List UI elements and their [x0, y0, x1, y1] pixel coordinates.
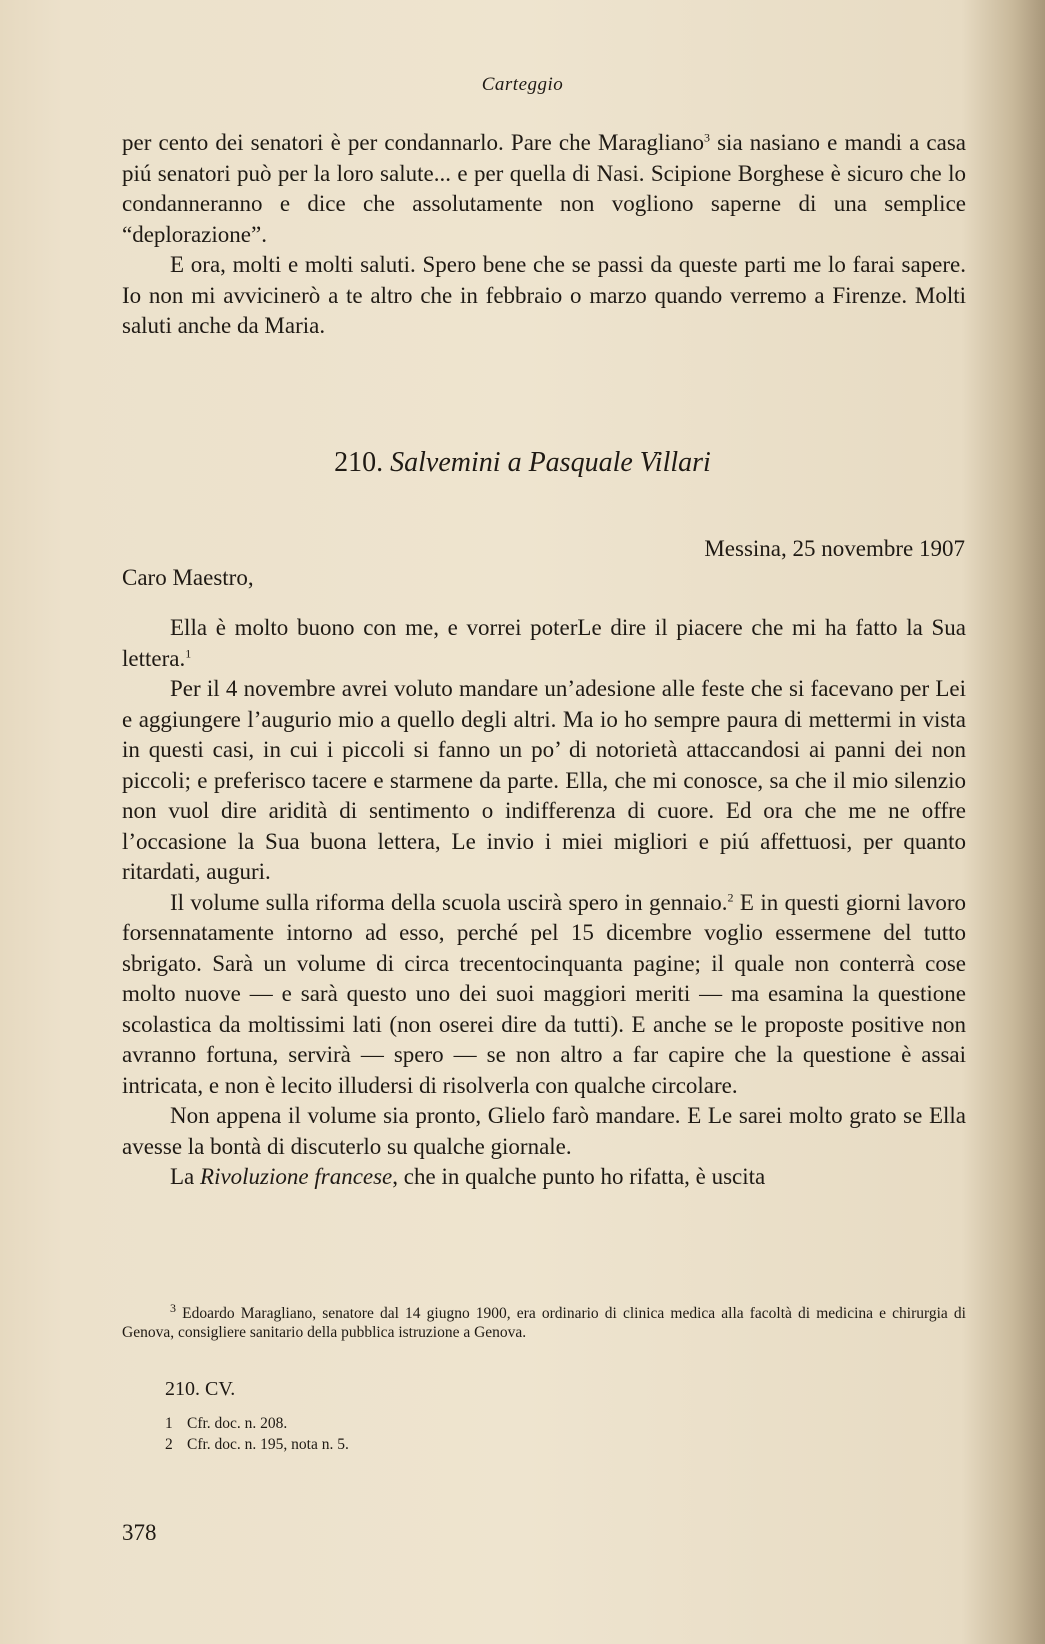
- footnote-marker: 2: [727, 889, 734, 904]
- footnote-marker: 3: [703, 130, 710, 145]
- place-date: Messina, 25 novembre 1907: [704, 536, 965, 561]
- paragraph: La Rivoluzione francese, che in qualche punto ho rifatta, è uscita: [170, 1164, 766, 1189]
- letter-body: [122, 613, 966, 1193]
- footnote-2: 2 Cfr. doc. n. 195, nota n. 5.: [165, 1436, 349, 1453]
- footnote-1: 1 Cfr. doc. n. 208.: [165, 1415, 288, 1432]
- footnote-3: $^3$ Edoardo Maragliano, senatore dal 14 giugno 1900, era ordinario di clinica medica alla facoltà di medicina e chirurgia di Genova, consigliere sanitario della pubblica istruzione a Genova.: [122, 1300, 966, 1341]
- paragraph: Il volume sulla riforma della scuola uscirà spero in gennaio.$^2$ E in questi giorni lavoro forsennatamente intorno ad esso, perché pel 15 dicembre voglio essermene del tutto sbrigato. Sarà un volume di circa trecentocinquanta pagine; il quale non conterrà cose molto nuove — e sarà questo uno dei suoi maggiori meriti — ma esamina la questione scolastica da moltissimi lati (non oserei dire da tutti). E anche se le proposte positive non avranno fortuna, servirà — spero — se non altro a far capire che la questione è assai intricata, e non è lecito illudersi di risolverla con qualche circolare.: [122, 889, 966, 1098]
- letter-number: 210.: [334, 447, 384, 478]
- paragraph: Ella è molto buono con me, e vorrei poterLe dire il piacere che mi ha fatto la Sua lettera.$^1$: [122, 615, 966, 671]
- document-reference: 210. CV.: [165, 1378, 236, 1400]
- page-number: 378: [122, 1520, 157, 1545]
- paragraph: E ora, molti e molti saluti. Spero bene che se passi da queste parti me lo farai sapere. Io non mi avvicinerò a te altro che in febbraio o marzo quando verremo a Firenze. Molti saluti anche da Maria.: [122, 252, 966, 338]
- paragraph: Non appena il volume sia pronto, Glielo farò mandare. E Le sarei molto grato se Ella avesse la bontà di discuterlo su qualche giornale.: [122, 1103, 966, 1159]
- footnote-mark: 3: [170, 1300, 176, 1315]
- footnote-marker: 1: [185, 645, 192, 660]
- letter-heading: [0, 447, 1045, 479]
- paragraph: Per il 4 novembre avrei voluto mandare un’adesione alle feste che si facevano per Lei e aggiungere l’augurio mio a quello degli altri. Ma io ho sempre paura di mettermi in vista in questi casi, in cui i piccoli si fanno un po’ di notorietà attaccandosi ai panni dei non piccoli; e preferisco tacere e starmene da parte. Ella, che mi conosce, sa che il mio silenzio non vuol dire aridità di sentimento o indifferenza di cuore. Ed ora che me ne offre l’occasione la Sua buona lettera, Le invio i miei migliori e piú affettuosi, per quanto ritardati, auguri.: [122, 676, 966, 884]
- continued-letter-text: [122, 128, 966, 342]
- paragraph: per cento dei senatori è per condannarlo. Pare che Maragliano$^3$ sia nasiano e mandi a casa piú senatori può per la loro salute... e per quella di Nasi. Scipione Borghese è sicuro che lo condanneranno e dice che assolutamente non vogliono saperne di una semplice “deplorazione”.: [122, 130, 966, 247]
- salutation: Caro Maestro,: [122, 565, 254, 590]
- running-head: Carteggio: [481, 74, 564, 95]
- letter-title: Salvemini a Pasquale Villari: [390, 447, 711, 478]
